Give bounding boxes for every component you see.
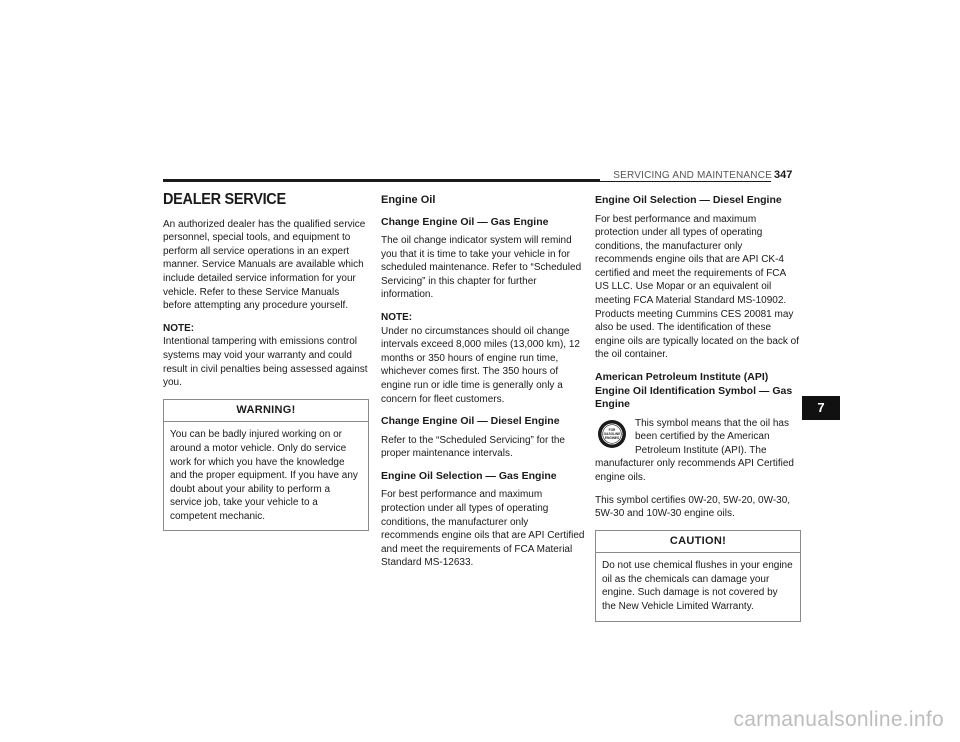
diesel-select-paragraph: For best performance and maximum protection under all types of operating conditions, the manufacturer only recommends engine oils that are API CK-4 certified and meet the requirements of FCA US LLC. Use Mopar or an equivalent oil meeting FCA Material Standard MS-10902. Products meeting Cummins CES 20081 may also be used. The identification of these engine oils are typically located on the back of the oil container.: [595, 213, 800, 361]
section-heading: DEALER SERVICE: [163, 191, 286, 209]
api-symbol-heading: American Petroleum Institute (API) Engine Oil Identification Symbol — Gas Engine: [595, 371, 793, 411]
warning-box: [163, 399, 369, 532]
note: [381, 311, 587, 406]
symbol-text-line-3: ENGINES: [604, 435, 620, 440]
symbol-text-line-2: GASOLINE: [603, 431, 621, 436]
gas-change-heading: Change Engine Oil — Gas Engine: [381, 215, 549, 228]
caution-box: [595, 530, 801, 622]
api-starburst-icon: [597, 419, 627, 449]
column-2: [381, 194, 587, 579]
symbol-text-line-1: FOR: [608, 427, 616, 432]
diesel-change-paragraph: Refer to the “Scheduled Servicing” for the proper maintenance intervals.: [381, 434, 565, 460]
gas-select-heading: Engine Oil Selection — Gas Engine: [381, 469, 557, 482]
api-symbol-paragraph: This symbol means that the oil has been certified by the American Petroleum Institute (API). The manufacturer only recommends API Certified engine oils.: [595, 417, 794, 483]
column-3: [595, 194, 801, 622]
caution-text: Do not use chemical flushes in your engine oil as the chemicals can damage your engine. Such damage is not covered by the New Vehicle Limited Warranty.: [602, 560, 793, 613]
note-label: NOTE:: [381, 312, 413, 324]
gas-change-paragraph: The oil change indicator system will remind you that it is time to take your vehicle in for scheduled maintenance. Refer to “Scheduled Servicing” in this chapter for further information.: [381, 235, 582, 301]
watermark: carmanualsonline.info: [733, 708, 944, 731]
note: [163, 322, 369, 390]
note-label: NOTE:: [163, 322, 195, 334]
column-1: [163, 191, 369, 531]
note-text: Intentional tampering with emissions control systems may void your warranty and could result in civil penalties being assessed against you.: [163, 336, 368, 389]
api-grades-paragraph: This symbol certifies 0W-20, 5W-20, 0W-30, 5W-30 and 10W-30 engine oils.: [595, 494, 791, 520]
warning-text: You can be badly injured working on or around a motor vehicle. Only do service work for which you have the knowledge and the proper equipment. If you have any doubt about your ability to perform a service job, take your vehicle to a competent mechanic.: [170, 429, 358, 522]
engine-oil-heading: Engine Oil: [381, 194, 436, 206]
gas-select-paragraph: For best performance and maximum protection under all types of operating conditions, the manufacturer only recommends engine oils that are API Certified and meet the requirements of FCA Material Standard MS-12633.: [381, 489, 585, 569]
warning-title: WARNING!: [164, 400, 368, 423]
caution-title: CAUTION!: [596, 531, 800, 554]
diesel-change-heading: Change Engine Oil — Diesel Engine: [381, 415, 560, 428]
page-number: 347: [774, 169, 793, 181]
intro-paragraph: An authorized dealer has the qualified service personnel, special tools, and equipment to perform all service operations in an expert manner. Service Manuals are available which include detailed service information for your vehicle. Refer to these Service Manuals before attempting any procedure yourself.: [163, 218, 366, 312]
note-text: Under no circumstances should oil change intervals exceed 8,000 miles (13,000 km), 12 months or 350 hours of engine run time, whichever comes first. The 350 hours of engine run or idle time is generally only a concern for fleet customers.: [381, 325, 580, 405]
api-symbol-row: [595, 417, 801, 485]
chapter-tab: 7: [802, 396, 840, 420]
diesel-select-heading: Engine Oil Selection — Diesel Engine: [595, 194, 782, 206]
section-title: SERVICING AND MAINTENANCE: [600, 170, 776, 181]
